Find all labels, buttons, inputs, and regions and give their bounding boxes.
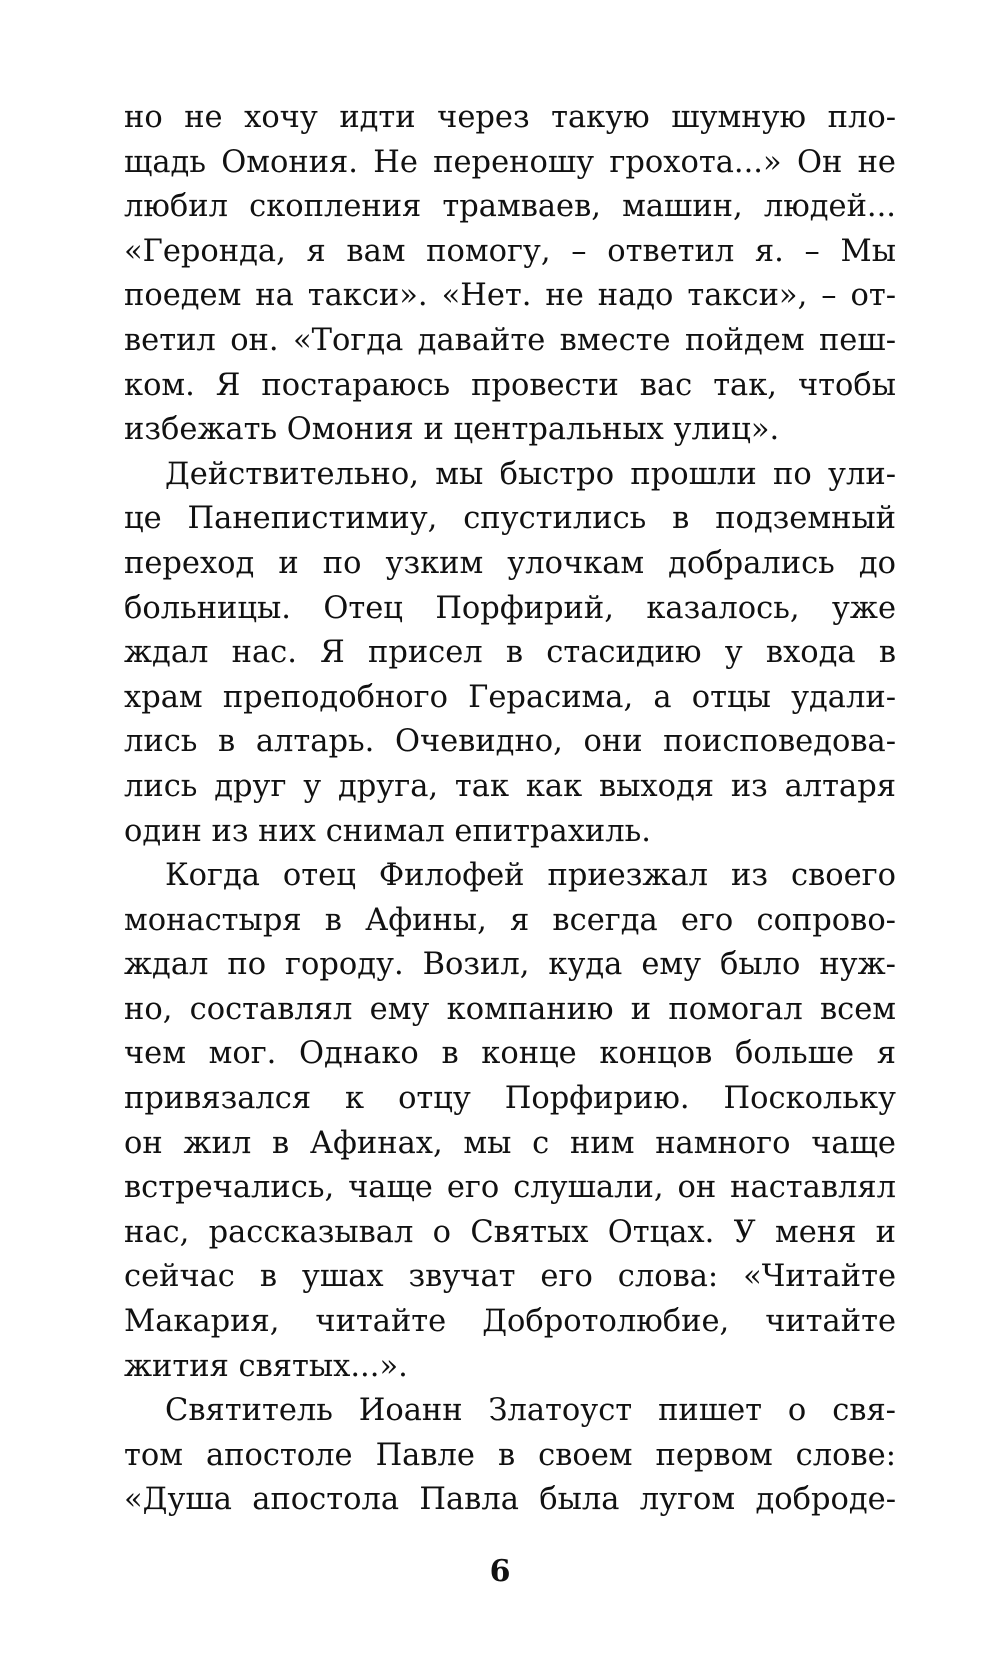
text-line: Святитель Иоанн Златоуст пишет о свя- (165, 1393, 896, 1429)
text-line: щадь Омония. Не переношу грохота...» Он не (124, 144, 896, 180)
text-line: Макария, читайте Добротолюбие, читайте (124, 1304, 896, 1340)
paragraph (124, 854, 896, 1389)
text-line: встречались, чаще его слушали, он наставлял (124, 1170, 896, 1206)
text-line: лись в алтарь. Очевидно, они поисповедова- (124, 724, 896, 760)
text-line: «Душа апостола Павла была лугом доброде- (124, 1482, 896, 1518)
text-line: том апостоле Павле в своем первом слове: (124, 1437, 896, 1473)
text-line: он жил в Афинах, мы с ним намного чаще (124, 1125, 896, 1161)
text-line: но не хочу идти через такую шумную пло- (124, 100, 896, 135)
text-line: храм преподобного Герасима, а отцы удали- (124, 679, 896, 715)
paragraph (124, 1389, 896, 1523)
text-line: лись друг у друга, так как выходя из алтаря (124, 768, 896, 804)
text-line: больницы. Отец Порфирий, казалось, уже (124, 590, 896, 626)
text-line: жития святых...». (124, 1348, 408, 1384)
text-line: ветил он. «Тогда давайте вместе пойдем пеш- (124, 322, 896, 358)
text-line: чем мог. Однако в конце концов больше я (124, 1036, 896, 1072)
text-line: но, составлял ему компанию и помогал всем (124, 991, 896, 1027)
text-line: избежать Омония и центральных улиц». (124, 412, 780, 448)
text-line: любил скопления трамваев, машин, людей... (124, 189, 896, 225)
text-line: це Панепистимиу, спустились в подземный (124, 501, 896, 537)
text-line: ждал по городу. Возил, куда ему было нуж- (124, 947, 896, 983)
text-line: нас, рассказывал о Святых Отцах. У меня и (124, 1214, 896, 1250)
page-number: 6 (489, 1554, 511, 1589)
text-line: поедем на такси». «Нет. не надо такси», – от- (124, 278, 896, 314)
text-line: Когда отец Филофей приезжал из своего (165, 858, 896, 894)
paragraph (124, 453, 896, 854)
text-line: ждал нас. Я присел в стасидию у входа в (124, 635, 896, 671)
text-line: монастыря в Афины, я всегда его сопрово- (124, 902, 896, 938)
text-line: переход и по узким улочкам добрались до (124, 545, 896, 581)
text-line: один из них снимал епитрахиль. (124, 813, 651, 849)
text-line: ком. Я постараюсь провести вас так, чтобы (124, 367, 896, 403)
body-text (124, 96, 896, 1523)
text-line: «Геронда, я вам помогу, – ответил я. – Мы (124, 233, 896, 269)
text-line: Действительно, мы быстро прошли по ули- (165, 456, 896, 492)
paragraph (124, 96, 896, 453)
text-line: сейчас в ушах звучат его слова: «Читайте (124, 1259, 896, 1295)
text-line: привязался к отцу Порфирию. Поскольку (124, 1081, 896, 1117)
